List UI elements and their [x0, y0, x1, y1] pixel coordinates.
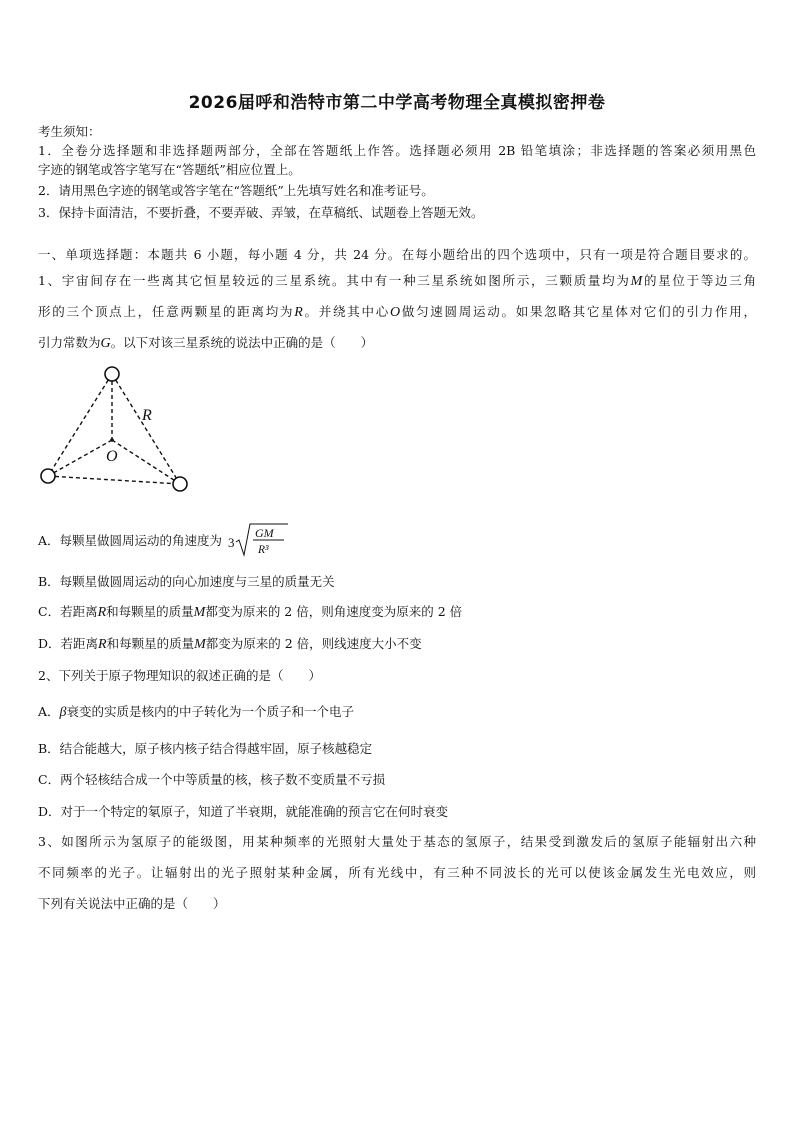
q1-stem-line3: 引力常数为G。以下对该三星系统的说法中正确的是（ ） [38, 335, 374, 351]
notice-item-3: 3．保持卡面清洁，不要折叠，不要弄破、弄皱，在草稿纸、试题卷上答题无效。 [38, 205, 484, 220]
formula-numerator: GM [255, 526, 274, 540]
radius-line-right [112, 440, 180, 484]
triangle-side-bottom [48, 476, 180, 484]
star-top [105, 367, 119, 381]
notice-heading: 考生须知： [38, 124, 101, 139]
q1-stem-line2: 形的三个顶点上，任意两颗星的距离均为R。并绕其中心O做匀速圆周运动。如果忽略其它星体对它们的引力作用， [38, 304, 756, 320]
triangle-side-left [48, 374, 112, 476]
label-O: O [106, 448, 118, 465]
q1-option-a: A．每颗星做圆周运动的角速度为 3 GM R³ [38, 522, 290, 558]
q1-option-a-formula [228, 522, 290, 558]
notice-item-1-cont: 字迹的钢笔或答字笔写在“答题纸”相应位置上。 [38, 162, 301, 177]
star-left [41, 469, 55, 483]
q3-stem-line2: 不同频率的光子。让辐射出的光子照射某种金属，所有光线中，有三种不同波长的光可以使该金属发生光电效应，则 [38, 865, 756, 880]
section-heading: 一、单项选择题：本题共 6 小题，每小题 4 分，共 24 分。在每小题给出的四个选项中，只有一项是符合题目要求的。 [38, 247, 756, 262]
center-point [110, 438, 114, 442]
q2-option-c: C．两个轻核结合成一个中等质量的核，核子数不变质量不亏损 [38, 772, 386, 787]
three-star-diagram [36, 362, 196, 496]
q3-stem-line1: 3、如图所示为氢原子的能级图，用某种频率的光照射大量处于基态的氢原子，结果受到激发后的氢原子能辐射出六种 [38, 834, 756, 849]
q3-stem-line3: 下列有关说法中正确的是（ ） [38, 896, 226, 911]
formula-denominator: R³ [258, 544, 269, 556]
star-right [173, 477, 187, 491]
notice-item-2: 2．请用黑色字迹的钢笔或答字笔在“答题纸”上先填写姓名和准考证号。 [38, 183, 434, 198]
formula-coefficient: 3 [228, 535, 235, 550]
triangle-side-right [112, 374, 180, 484]
notice-item-1: 1．全卷分选择题和非选择题两部分，全部在答题纸上作答。选择题必须用 2B 铅笔填涂；非选择题的答案必须用黑色 [38, 143, 756, 158]
q2-option-b: B．结合能越大，原子核内核子结合得越牢固，原子核越稳定 [38, 741, 373, 756]
q1-stem-line1: 1、宇宙间存在一些离其它恒星较远的三星系统。其中有一种三星系统如图所示，三颗质量均为M的星位于等边三角 [38, 273, 756, 289]
radius-line-left [48, 440, 112, 476]
q1-option-b: B．每颗星做圆周运动的向心加速度与三星的质量无关 [38, 574, 335, 589]
q1-option-d: D．若距离R和每颗星的质量M都变为原来的 2 倍，则线速度大小不变 [38, 636, 422, 652]
page-title: 2026届呼和浩特市第二中学高考物理全真模拟密押卷 [188, 93, 606, 113]
q2-stem: 2、下列关于原子物理知识的叙述正确的是（ ） [38, 668, 321, 683]
q1-option-c: C．若距离R和每颗星的质量M都变为原来的 2 倍，则角速度变为原来的 2 倍 [38, 604, 463, 620]
q2-option-d: D．对于一个特定的氡原子，知道了半衰期，就能准确的预言它在何时衰变 [38, 804, 449, 819]
q2-option-a: A．β衰变的实质是核内的中子转化为一个质子和一个电子 [38, 704, 355, 720]
label-R: R [142, 407, 152, 424]
